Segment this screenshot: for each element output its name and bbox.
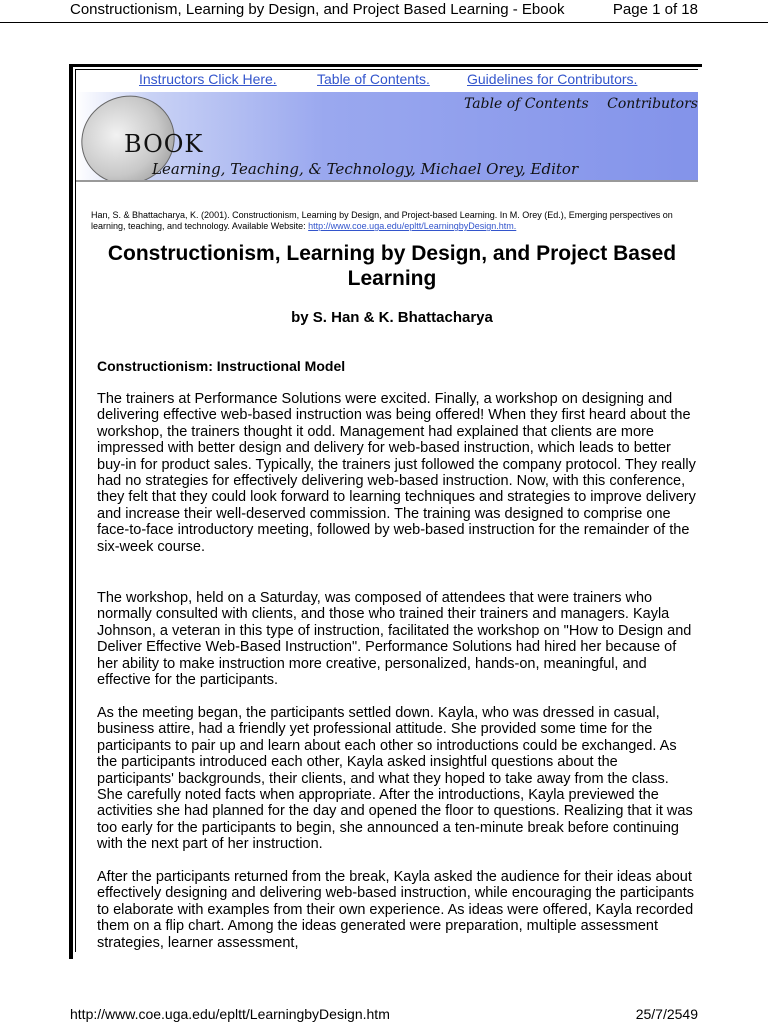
footer-url: http://www.coe.uga.edu/epltt/LearningbyDesign.htm: [70, 1006, 390, 1022]
instructors-link[interactable]: Instructors Click Here.: [139, 71, 277, 87]
print-header-title: Constructionism, Learning by Design, and Project Based Learning - Ebook: [70, 1, 565, 18]
byline: by S. Han & K. Bhattacharya: [291, 309, 493, 326]
page-number: Page 1 of 18: [612, 1, 698, 18]
section-heading: Constructionism: Instructional Model: [97, 358, 346, 374]
citation-text: Han, S. & Bhattacharya, K. (2001). Constructionism, Learning by Design, and Project-based Learning. In M. Orey (Ed.), Emerging perspectives on learning, teaching, and technology. Available Website:: [91, 210, 673, 231]
banner-tab-toc[interactable]: Table of Contents: [463, 96, 589, 112]
top-nav: [76, 71, 698, 91]
paragraph: The workshop, held on a Saturday, was composed of attendees that were trainers who normally consulted with clients, and those who trained their trainers and managers. Kayla Johnson, a veteran in this type of instruction, facilitated the workshop on "How to Design and Deliver Effective Web-Based Instruction". Performance Solutions had hired her because of her ability to make instruction more creative, personalized, hands-on, meaningful, and effective for the participants.: [97, 590, 692, 689]
print-header: [0, 0, 768, 23]
table-of-contents-link[interactable]: Table of Contents.: [317, 71, 430, 87]
document-title: Constructionism, Learning by Design, and Project Based Learning: [107, 242, 677, 290]
footer-date: 25/7/2549: [635, 1006, 698, 1022]
banner-subtitle: Learning, Teaching, & Technology, Michael Orey, Editor: [152, 160, 579, 178]
banner-divider: [76, 180, 698, 182]
ebook-banner: [76, 92, 698, 180]
paragraph: The trainers at Performance Solutions were excited. Finally, a workshop on designing and delivering effective web-based instruction was being offered! When they first heard about the workshop, the trainers thought it odd. Management had explained that clients are more impressed with better design and delivery for web-based instruction, which leads to better buy-in for product sales. Typically, the trainers just followed the company protocol. They really had no strategies for effectively delivering web-based instruction. Now, with this conference, they felt that they could look forward to learning techniques and strategies to improve delivery and increase their well-deserved commission. The training was designed to comprise one face-to-face introductory meeting, followed by web-based instruction for the remainder of the six-week course.: [97, 391, 696, 555]
guidelines-link[interactable]: Guidelines for Contributors.: [467, 71, 638, 87]
banner-tabs: [450, 96, 698, 112]
paragraph: After the participants returned from the break, Kayla asked the audience for their ideas about effectively designing and delivering web-based instruction, while encouraging the participants to elaborate with examples from their own experience. As ideas were offered, Kayla recorded them on a flip chart. Among the ideas generated were preparation, multiple assessment strategies, learner assessment,: [97, 869, 695, 951]
frame-rule-top: [75, 69, 698, 70]
paragraph: As the meeting began, the participants settled down. Kayla, who was dressed in casual, business attire, had a friendly yet professional attitude. She provided some time for the participants to pair up and learn about each other so introductions could be exchanged. As the participants introduced each other, Kayla asked insightful questions about the participants' backgrounds, their clients, and what they hoped to take away from the class. She carefully noted facts when appropriate. After the introductions, Kayla previewed the activities she had planned for the day and opened the floor to questions. Realizing that it was too early for the participants to begin, she announced a ten-minute break before continuing with the next part of her instruction.: [97, 705, 693, 853]
citation-link[interactable]: http://www.coe.uga.edu/epltt/LearningbyDesign.htm.: [308, 221, 517, 231]
banner-tab-contributors[interactable]: Contributors: [607, 96, 698, 112]
ebook-logo-text: BOOK: [124, 130, 204, 158]
citation: [91, 210, 691, 232]
frame-rule-left: [75, 69, 76, 952]
print-footer: [0, 1006, 768, 1024]
